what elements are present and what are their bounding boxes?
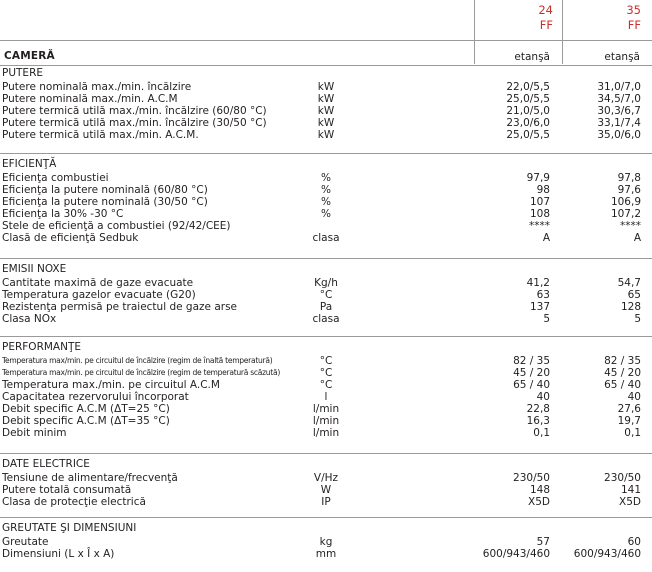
section-title: PERFORMANŢE	[2, 341, 82, 353]
model-suffix: FF	[539, 18, 553, 32]
section-divider	[0, 153, 652, 154]
spec-unit: l/min	[312, 403, 340, 415]
spec-value-35ff: 0,1	[624, 427, 641, 439]
spec-value-35ff: 33,1/7,4	[597, 117, 641, 129]
spec-value-35ff: A	[633, 232, 641, 244]
spec-row	[0, 232, 652, 244]
spec-row	[0, 548, 652, 560]
spec-row	[0, 355, 652, 367]
spec-value-24ff: X5D	[528, 496, 550, 508]
spec-unit: kW	[317, 105, 335, 117]
spec-value-35ff: ****	[620, 220, 641, 232]
section-title: EFICIENŢĂ	[2, 158, 57, 170]
spec-row	[0, 105, 652, 117]
spec-unit: kg	[319, 536, 333, 548]
chamber-label: CAMERĂ	[4, 50, 55, 62]
spec-name: Eficienţa la 30% -30 °C	[2, 208, 124, 220]
spec-value-35ff: 40	[627, 391, 641, 403]
spec-unit: IP	[321, 496, 331, 508]
spec-value-24ff: 148	[529, 484, 550, 496]
spec-value-24ff: 107	[529, 196, 550, 208]
spec-value-35ff: 128	[620, 301, 641, 313]
spec-name: Eficienţa la putere nominală (30/50 °C)	[2, 196, 208, 208]
spec-row	[0, 277, 652, 289]
spec-value-24ff: 41,2	[526, 277, 550, 289]
spec-name: Temperatura max/min. pe circuitul de încălzire (regim de înaltă temperatură)	[2, 356, 273, 365]
spec-unit: clasa	[312, 232, 340, 244]
spec-unit: kW	[317, 129, 335, 141]
spec-name: Putere nominală max./min. A.C.M	[2, 93, 178, 105]
model-suffix: FF	[627, 18, 641, 32]
spec-value-24ff: A	[542, 232, 550, 244]
spec-row	[0, 208, 652, 220]
spec-value-35ff: 600/943/460	[573, 548, 641, 560]
model-number: 24	[538, 3, 553, 17]
spec-name: Eficienţa la putere nominală (60/80 °C)	[2, 184, 208, 196]
spec-value-35ff: 54,7	[617, 277, 641, 289]
spec-row	[0, 313, 652, 325]
spec-unit: °C	[319, 289, 333, 301]
spec-value-35ff: 107,2	[610, 208, 641, 220]
spec-value-35ff: 31,0/7,0	[597, 81, 641, 93]
spec-value-35ff: 60	[627, 536, 641, 548]
spec-name: Cantitate maximă de gaze evacuate	[2, 277, 194, 289]
spec-value-35ff: 19,7	[617, 415, 641, 427]
spec-value-24ff: 63	[536, 289, 550, 301]
model-24ff	[463, 3, 553, 33]
section-divider	[0, 258, 652, 259]
spec-value-35ff: 106,9	[610, 196, 641, 208]
chamber-value-35ff: etanşă	[604, 51, 640, 63]
chamber-value-24ff: etanşă	[514, 51, 550, 63]
spec-value-24ff: 22,0/5,5	[506, 81, 550, 93]
spec-name: Temperatura gazelor evacuate (G20)	[2, 289, 196, 301]
spec-unit: l	[324, 391, 328, 403]
spec-unit: °C	[319, 367, 333, 379]
model-number: 35	[626, 3, 641, 17]
spec-name: Rezistenţa permisă pe traiectul de gaze arse	[2, 301, 238, 313]
spec-row	[0, 289, 652, 301]
spec-name: Clasa de protecţie electrică	[2, 496, 146, 508]
spec-unit: %	[321, 172, 331, 184]
section-title: PUTERE	[2, 67, 43, 79]
spec-row	[0, 484, 652, 496]
spec-unit: °C	[319, 355, 333, 367]
spec-row	[0, 81, 652, 93]
spec-unit: V/Hz	[313, 472, 339, 484]
spec-unit: l/min	[312, 415, 340, 427]
spec-row	[0, 220, 652, 232]
spec-value-24ff: 98	[536, 184, 550, 196]
spec-name: Eficienţa combustiei	[2, 172, 109, 184]
spec-row	[0, 536, 652, 548]
spec-value-24ff: 137	[529, 301, 550, 313]
section-divider	[0, 453, 652, 454]
spec-name: Clasa NOx	[2, 313, 57, 325]
spec-unit: kW	[317, 117, 335, 129]
section-title: EMISII NOXE	[2, 263, 67, 275]
model-35ff	[551, 3, 641, 33]
spec-row	[0, 301, 652, 313]
spec-name: Putere termică utilă max./min. încălzire (60/80 °C)	[2, 105, 267, 117]
spec-value-24ff: 22,8	[526, 403, 550, 415]
spec-value-24ff: 25,0/5,5	[506, 129, 550, 141]
spec-row	[0, 379, 652, 391]
spec-unit: l/min	[312, 427, 340, 439]
spec-row	[0, 117, 652, 129]
spec-value-35ff: X5D	[619, 496, 641, 508]
spec-row	[0, 472, 652, 484]
spec-value-35ff: 34,5/7,0	[597, 93, 641, 105]
spec-name: Greutate	[2, 536, 49, 548]
spec-name: Putere nominală max./min. încălzire	[2, 81, 192, 93]
spec-value-35ff: 82 / 35	[604, 355, 641, 367]
spec-value-24ff: ****	[529, 220, 550, 232]
spec-row	[0, 391, 652, 403]
spec-unit: kW	[317, 81, 335, 93]
spec-value-35ff: 27,6	[617, 403, 641, 415]
spec-name: Putere termică utilă max./min. A.C.M.	[2, 129, 199, 141]
spec-value-24ff: 40	[536, 391, 550, 403]
spec-name: Capacitatea rezervorului încorporat	[2, 391, 189, 403]
spec-value-24ff: 45 / 20	[513, 367, 550, 379]
spec-unit: %	[321, 196, 331, 208]
spec-name: Temperatura max/min. pe circuitul de încălzire (regim de temperatură scăzută)	[2, 368, 280, 377]
spec-value-35ff: 5	[634, 313, 641, 325]
spec-value-35ff: 35,0/6,0	[597, 129, 641, 141]
spec-value-35ff: 30,3/6,7	[597, 105, 641, 117]
section-title: GREUTATE ŞI DIMENSIUNI	[2, 522, 137, 534]
spec-value-35ff: 97,8	[617, 172, 641, 184]
model-header	[0, 0, 652, 40]
spec-value-24ff: 108	[529, 208, 550, 220]
spec-value-35ff: 45 / 20	[604, 367, 641, 379]
spec-row	[0, 367, 652, 379]
spec-value-35ff: 141	[620, 484, 641, 496]
section-divider	[0, 517, 652, 518]
section-title: DATE ELECTRICE	[2, 458, 90, 470]
spec-row	[0, 196, 652, 208]
spec-name: Stele de eficienţă a combustiei (92/42/CEE)	[2, 220, 231, 232]
spec-row	[0, 496, 652, 508]
spec-value-35ff: 97,6	[617, 184, 641, 196]
spec-value-24ff: 57	[536, 536, 550, 548]
spec-unit: °C	[319, 379, 333, 391]
spec-unit: Kg/h	[314, 277, 338, 289]
spec-row	[0, 415, 652, 427]
spec-unit: %	[321, 184, 331, 196]
spec-value-24ff: 23,0/6,0	[506, 117, 550, 129]
spec-name: Dimensiuni (L x Î x A)	[2, 548, 115, 560]
spec-value-24ff: 230/50	[513, 472, 550, 484]
spec-value-24ff: 16,3	[526, 415, 550, 427]
spec-value-24ff: 21,0/5,0	[506, 105, 550, 117]
spec-name: Putere totală consumată	[2, 484, 132, 496]
spec-value-24ff: 25,0/5,5	[506, 93, 550, 105]
spec-unit: W	[320, 484, 332, 496]
spec-unit: mm	[315, 548, 337, 560]
spec-name: Debit specific A.C.M (ΔT=35 °C)	[2, 415, 170, 427]
spec-name: Tensiune de alimentare/frecvenţă	[2, 472, 178, 484]
spec-unit: kW	[317, 93, 335, 105]
spec-name: Debit minim	[2, 427, 67, 439]
spec-value-35ff: 65 / 40	[604, 379, 641, 391]
section-divider	[0, 336, 652, 337]
spec-row	[0, 93, 652, 105]
spec-value-24ff: 5	[543, 313, 550, 325]
spec-name: Debit specific A.C.M (ΔT=25 °C)	[2, 403, 170, 415]
spec-value-24ff: 97,9	[526, 172, 550, 184]
spec-value-35ff: 230/50	[604, 472, 641, 484]
spec-unit: clasa	[312, 313, 340, 325]
spec-row	[0, 403, 652, 415]
spec-value-35ff: 65	[627, 289, 641, 301]
spec-value-24ff: 0,1	[533, 427, 550, 439]
spec-unit: Pa	[319, 301, 333, 313]
spec-row	[0, 184, 652, 196]
spec-row	[0, 427, 652, 439]
spec-name: Temperatura max./min. pe circuitul A.C.M	[2, 379, 220, 391]
chamber-header-row	[0, 40, 652, 66]
spec-name: Putere termică utilă max./min. încălzire (30/50 °C)	[2, 117, 267, 129]
spec-value-24ff: 65 / 40	[513, 379, 550, 391]
spec-row	[0, 129, 652, 141]
spec-name: Clasă de eficienţă Sedbuk	[2, 232, 139, 244]
spec-row	[0, 172, 652, 184]
spec-unit: %	[321, 208, 331, 220]
spec-value-24ff: 82 / 35	[513, 355, 550, 367]
spec-value-24ff: 600/943/460	[482, 548, 550, 560]
